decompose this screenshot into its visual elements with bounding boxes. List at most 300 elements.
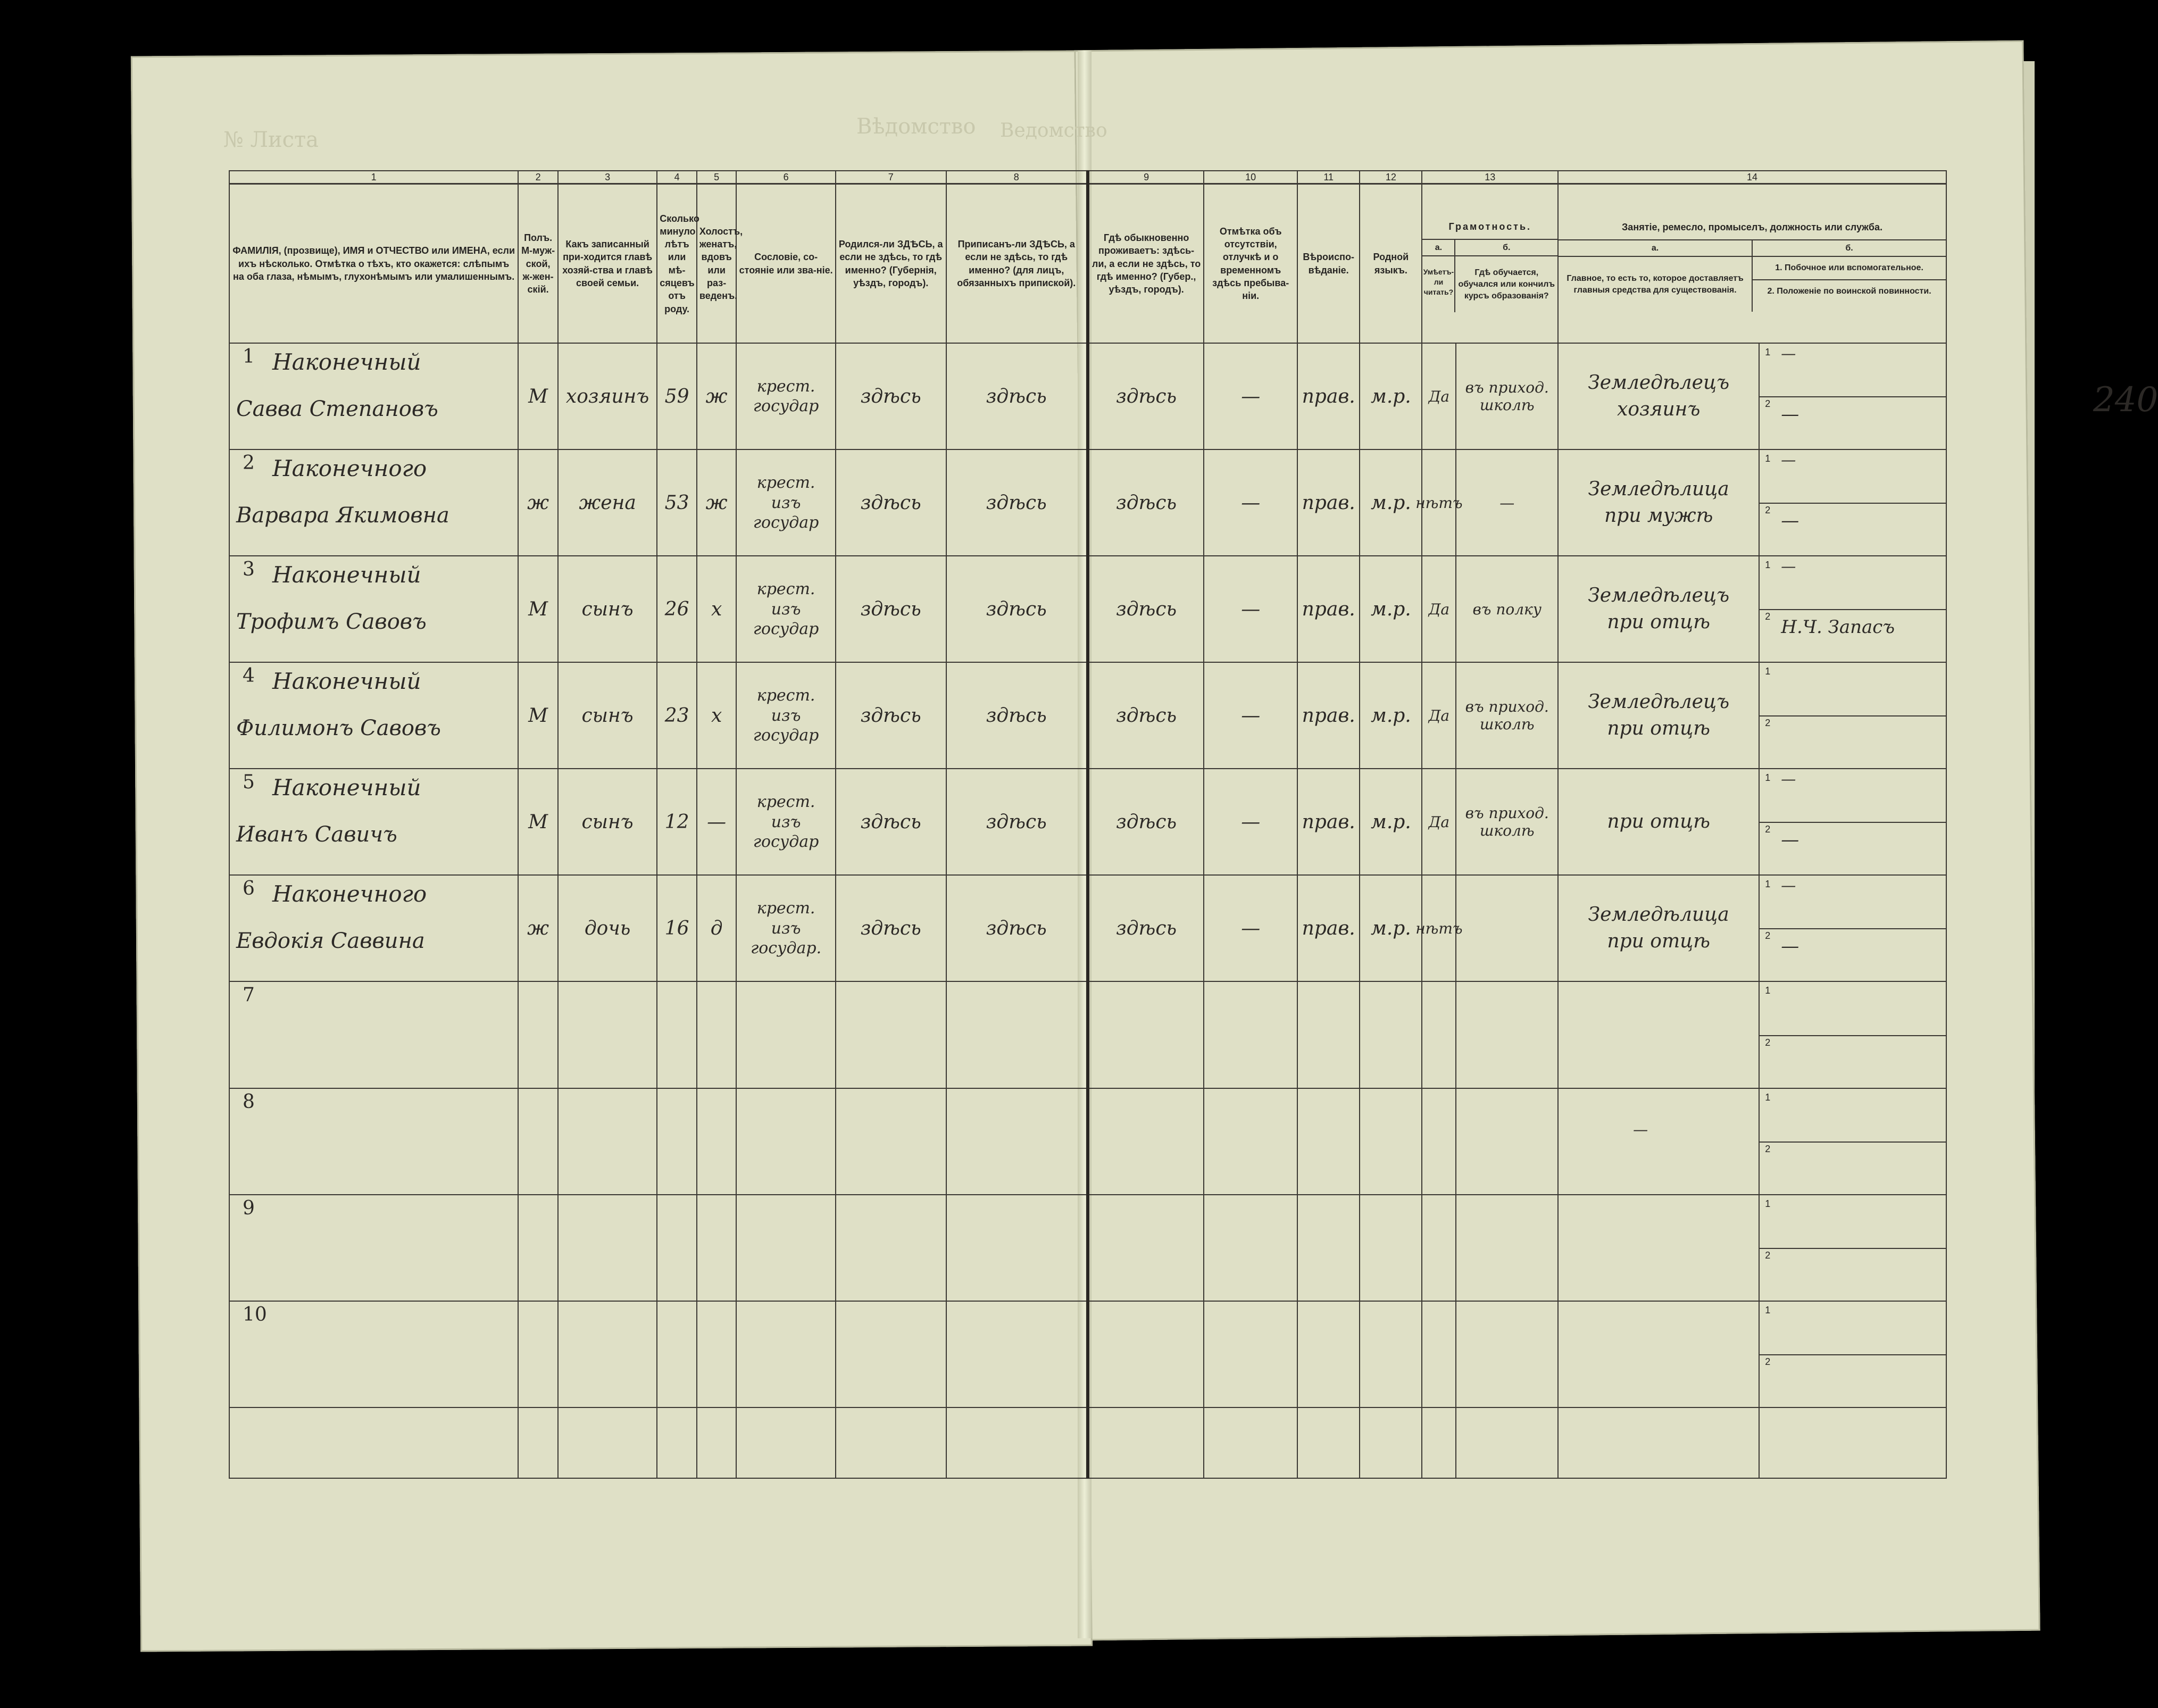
sub-label-1: 1 <box>1765 1198 1771 1209</box>
language-cell-wrap <box>1360 663 1421 768</box>
language-cell-text: м.р. <box>1370 704 1411 727</box>
reads-cell-wrap <box>1415 876 1463 981</box>
language-cell-text: м.р. <box>1370 598 1411 620</box>
given-names: Трофимъ Савовъ <box>236 610 427 635</box>
marital-cell-wrap <box>697 450 736 555</box>
surname: Наконечный <box>272 774 421 801</box>
absence-cell-text: — <box>1241 811 1261 833</box>
school-cell-wrap <box>1456 876 1557 981</box>
row-number: 2 <box>243 452 255 474</box>
registered-cell <box>946 875 1088 981</box>
registered-cell-text: здѣсь <box>986 491 1047 514</box>
blank-row <box>229 981 1946 1088</box>
absence-cell-wrap <box>1204 344 1297 449</box>
religion-cell-text: прав. <box>1302 811 1355 833</box>
relation-cell-text: сынъ <box>581 598 634 620</box>
registered-cell <box>946 662 1088 769</box>
sex-cell-wrap <box>519 876 557 981</box>
footer-cell <box>836 1407 946 1478</box>
born-cell <box>836 449 946 556</box>
lives-cell-text: здѣсь <box>1116 917 1177 939</box>
occupation-cell-text: Земледѣлица при мужѣ <box>1588 478 1729 527</box>
occupation-cell <box>1558 769 1759 875</box>
side-occupation: — <box>1781 770 1796 788</box>
col-num-9: 9 <box>1088 171 1204 184</box>
age-cell-text: 53 <box>664 491 689 514</box>
col-num-12: 12 <box>1360 171 1422 184</box>
estate-cell-text: крест. государ <box>753 377 819 416</box>
sex-cell-wrap <box>519 450 557 555</box>
age-cell <box>657 449 697 556</box>
school-cell <box>1456 343 1558 449</box>
empty-cell <box>1558 1301 1759 1407</box>
born-cell <box>836 556 946 662</box>
empty-cell <box>836 1301 946 1407</box>
footer-cell <box>697 1407 737 1478</box>
language-cell-text: м.р. <box>1370 491 1411 514</box>
lives-cell-text: здѣсь <box>1116 704 1177 727</box>
header-main-occupation: Главное, то есть то, которое доставляетъ главныя средства для существованія. <box>1559 257 1753 312</box>
empty-cell <box>1456 1301 1558 1407</box>
sub-divider <box>1760 503 1946 504</box>
relation-cell <box>558 662 657 769</box>
sex-cell-text: М <box>528 704 548 727</box>
empty-cell <box>1456 1088 1558 1195</box>
empty-cell <box>1204 981 1297 1088</box>
religion-cell-wrap <box>1298 769 1359 874</box>
empty-cell <box>657 1088 697 1195</box>
name-cell <box>229 662 518 769</box>
registered-cell <box>946 449 1088 556</box>
sub-label-2: 2 <box>1765 1037 1771 1048</box>
empty-cell <box>1297 1088 1360 1195</box>
footer-cell <box>1088 1407 1204 1478</box>
absence-cell <box>1204 875 1297 981</box>
absence-cell <box>1204 343 1297 449</box>
absence-cell-wrap <box>1204 876 1297 981</box>
footer-cell <box>736 1407 835 1478</box>
header-military: 2. Положеніе по воинской повинности. <box>1767 286 1931 296</box>
person-row <box>229 769 1946 875</box>
marital-cell <box>697 662 737 769</box>
header-reads-letter: а. <box>1422 240 1454 257</box>
language-cell-text: м.р. <box>1370 917 1411 939</box>
relation-cell <box>558 449 657 556</box>
school-cell-text: въ приход. школѣ <box>1465 698 1549 734</box>
occupation-cell-wrap <box>1559 344 1759 449</box>
reads-cell-wrap <box>1415 450 1463 555</box>
sub-divider <box>1760 715 1946 716</box>
reads-cell-wrap <box>1422 769 1455 874</box>
sub-label-1: 1 <box>1765 1304 1771 1315</box>
reads-cell-wrap <box>1422 663 1455 768</box>
empty-cell <box>657 1301 697 1407</box>
religion-cell-wrap <box>1298 344 1359 449</box>
sub-divider <box>1760 1142 1946 1143</box>
absence-cell-wrap <box>1204 450 1297 555</box>
lives-cell-wrap <box>1089 556 1203 662</box>
header-language: Родной языкъ. <box>1360 184 1422 344</box>
born-cell-wrap <box>836 556 946 662</box>
age-cell <box>657 769 697 875</box>
religion-cell <box>1297 343 1360 449</box>
side-occupation-cell <box>1759 556 1946 662</box>
lives-cell-text: здѣсь <box>1116 598 1177 620</box>
estate-cell <box>736 449 835 556</box>
side-occupation: — <box>1781 451 1796 469</box>
born-cell-wrap <box>836 450 946 555</box>
absence-cell-text: — <box>1241 385 1261 407</box>
row-number: 7 <box>243 984 255 1006</box>
name-cell <box>229 449 518 556</box>
side-occupation-cell <box>1759 769 1946 875</box>
registered-cell-text: здѣсь <box>986 917 1047 939</box>
sub-divider <box>1760 609 1946 610</box>
sex-cell-wrap <box>519 769 557 874</box>
row-number: 1 <box>243 346 255 368</box>
sub-label-2: 2 <box>1765 398 1771 410</box>
side-occupation-cell <box>1759 1088 1946 1195</box>
sub-label-1: 1 <box>1765 772 1771 784</box>
marital-cell-wrap <box>697 556 736 662</box>
name-cell <box>229 875 518 981</box>
name-cell <box>229 343 518 449</box>
born-cell-wrap <box>836 663 946 768</box>
occupation-cell-text: Земледѣлецъ при отцѣ <box>1588 584 1730 634</box>
language-cell <box>1360 343 1422 449</box>
header-absence: Отмѣтка объ отсутствіи, отлучкѣ и о временномъ здѣсь пребыва-ніи. <box>1204 184 1297 344</box>
registered-cell-text: здѣсь <box>986 598 1047 620</box>
empty-cell <box>1360 1301 1422 1407</box>
sub-divider <box>1760 928 1946 929</box>
occupation-cell-text: при отцѣ <box>1607 811 1710 833</box>
sex-cell-text: М <box>528 598 548 620</box>
header-relation: Какъ записанный при-ходится главѣ хозяй-ства и главѣ своей семьи. <box>558 184 657 344</box>
religion-cell <box>1297 769 1360 875</box>
header-estate: Сословіе, со-стояніе или зва-ніе. <box>736 184 835 344</box>
header-row <box>229 184 1946 344</box>
surname: Наконечного <box>272 881 427 907</box>
age-cell <box>657 875 697 981</box>
sex-cell-text: ж <box>527 491 549 514</box>
military-status: — <box>1781 510 1799 532</box>
age-cell-text: 16 <box>664 917 689 939</box>
marital-cell <box>697 769 737 875</box>
empty-cell <box>1297 1195 1360 1301</box>
language-cell-wrap <box>1360 344 1421 449</box>
header-side-occupation: 1. Побочное или вспомогательное. <box>1753 257 1946 280</box>
empty-cell <box>946 1301 1088 1407</box>
relation-cell-wrap <box>559 876 656 981</box>
absence-cell-text: — <box>1241 917 1261 939</box>
sub-divider <box>1760 396 1946 397</box>
empty-cell <box>1456 981 1558 1088</box>
surname: Наконечный <box>272 349 421 376</box>
person-row <box>229 343 1946 449</box>
empty-cell <box>1360 1195 1422 1301</box>
sub-label-2: 2 <box>1765 1143 1771 1154</box>
religion-cell-wrap <box>1298 876 1359 981</box>
language-cell-wrap <box>1360 450 1421 555</box>
language-cell-wrap <box>1360 556 1421 662</box>
reads-cell <box>1415 875 1463 981</box>
sex-cell-wrap <box>519 344 557 449</box>
marital-cell-text: — <box>707 811 727 833</box>
reads-cell-text: нѣтъ <box>1415 919 1463 937</box>
header-registered: Приписанъ-ли ЗДѢСЬ, а если не здѣсь, то гдѣ именно? (для лицъ, обязанныхъ припиской). <box>946 184 1088 344</box>
empty-cell <box>1360 981 1422 1088</box>
occupation-cell-wrap <box>1559 876 1759 981</box>
sub-label-2: 2 <box>1765 1249 1771 1261</box>
lives-cell-wrap <box>1089 769 1203 874</box>
sex-cell-text: М <box>528 811 548 833</box>
empty-cell <box>697 1195 737 1301</box>
relation-cell-text: жена <box>579 491 636 514</box>
sub-divider <box>1760 1035 1946 1036</box>
lives-cell <box>1088 556 1204 662</box>
school-cell-wrap <box>1456 556 1557 662</box>
lives-cell-wrap <box>1089 663 1203 768</box>
sex-cell <box>518 449 558 556</box>
age-cell-text: 23 <box>664 704 689 727</box>
header-born: Родился-ли ЗДѢСЬ, а если не здѣсь, то гдѣ именно? (Губернія, уѣздъ, городъ). <box>836 184 946 344</box>
empty-cell <box>558 981 657 1088</box>
name-cell <box>229 769 518 875</box>
estate-cell-wrap <box>737 876 835 981</box>
column-number-row <box>229 171 1946 184</box>
reads-cell <box>1422 662 1456 769</box>
sub-label-2: 2 <box>1765 930 1771 942</box>
absence-cell-wrap <box>1204 663 1297 768</box>
lives-cell-wrap <box>1089 344 1203 449</box>
language-cell <box>1360 662 1422 769</box>
given-names: Иванъ Савичъ <box>236 822 397 847</box>
census-form <box>229 170 2158 1479</box>
footer-cell <box>518 1407 558 1478</box>
age-cell-text: 26 <box>664 598 689 620</box>
footer-cell <box>1456 1407 1558 1478</box>
estate-cell-wrap <box>737 450 835 555</box>
empty-cell <box>836 1088 946 1195</box>
header-religion: Вѣроиспо-вѣданіе. <box>1297 184 1360 344</box>
language-cell <box>1360 556 1422 662</box>
sex-cell <box>518 343 558 449</box>
sex-cell <box>518 662 558 769</box>
language-cell-text: м.р. <box>1370 811 1411 833</box>
blank-row <box>229 1088 1946 1195</box>
extra-mark: — <box>1633 1120 1648 1138</box>
given-names: Евдокія Саввина <box>236 929 425 954</box>
sex-cell <box>518 769 558 875</box>
religion-cell-wrap <box>1298 450 1359 555</box>
absence-cell <box>1204 556 1297 662</box>
reads-cell-wrap <box>1422 344 1455 449</box>
col-num-4: 4 <box>657 171 697 184</box>
side-occupation-cell <box>1759 449 1946 556</box>
sex-cell-text: ж <box>527 917 549 939</box>
side-occupation-cell <box>1759 1301 1946 1407</box>
born-cell-text: здѣсь <box>860 704 921 727</box>
reads-cell-wrap <box>1422 556 1455 662</box>
header-age: Сколько минуло лѣтъ или мѣ-сяцевъ отъ роду. <box>657 184 697 344</box>
estate-cell <box>736 875 835 981</box>
religion-cell-text: прав. <box>1302 385 1355 407</box>
col-num-10: 10 <box>1204 171 1297 184</box>
religion-cell-wrap <box>1298 556 1359 662</box>
reads-cell-text: Да <box>1428 706 1450 724</box>
occupation-cell <box>1558 449 1759 556</box>
sub-label-1: 1 <box>1765 879 1771 890</box>
page-number: 240 <box>2093 380 2158 420</box>
sub-label-1: 1 <box>1765 666 1771 677</box>
age-cell-wrap <box>657 450 696 555</box>
age-cell <box>657 662 697 769</box>
lives-cell-text: здѣсь <box>1116 491 1177 514</box>
empty-cell <box>1558 1088 1759 1195</box>
row-number: 4 <box>243 665 255 687</box>
religion-cell <box>1297 449 1360 556</box>
age-cell-wrap <box>657 769 696 874</box>
empty-cell <box>518 1301 558 1407</box>
empty-cell <box>736 1301 835 1407</box>
occupation-cell-text: Земледѣлецъ при отцѣ <box>1588 691 1730 740</box>
empty-cell <box>1422 1195 1456 1301</box>
relation-cell-wrap <box>559 556 656 662</box>
header-sex: Полъ. М-муж-ской, ж-жен-скій. <box>518 184 558 344</box>
registered-cell <box>946 343 1088 449</box>
surname: Наконечный <box>272 562 421 588</box>
sub-label-1: 1 <box>1765 560 1771 571</box>
surname: Наконечного <box>272 455 427 482</box>
registered-cell-wrap <box>947 556 1086 662</box>
table-footer-row <box>229 1407 1946 1478</box>
empty-cell <box>1088 1088 1204 1195</box>
reads-cell <box>1422 343 1456 449</box>
religion-cell-text: прав. <box>1302 491 1355 514</box>
sex-cell-wrap <box>519 556 557 662</box>
age-cell-wrap <box>657 663 696 768</box>
empty-cell <box>836 981 946 1088</box>
estate-cell-text: крест. изъ государ. <box>751 899 822 958</box>
occupation-cell-wrap <box>1559 450 1759 555</box>
faint-show-through-right: Ведомство <box>1000 120 1107 141</box>
relation-cell <box>558 343 657 449</box>
language-cell <box>1360 449 1422 556</box>
col-num-8: 8 <box>946 171 1088 184</box>
lives-cell <box>1088 769 1204 875</box>
empty-cell <box>558 1088 657 1195</box>
estate-cell-wrap <box>737 663 835 768</box>
empty-cell <box>697 981 737 1088</box>
marital-cell <box>697 449 737 556</box>
footer-cell <box>1297 1407 1360 1478</box>
estate-cell <box>736 343 835 449</box>
relation-cell <box>558 875 657 981</box>
absence-cell <box>1204 449 1297 556</box>
person-row <box>229 556 1946 662</box>
empty-cell <box>736 981 835 1088</box>
school-cell <box>1456 556 1558 662</box>
sub-label-2: 2 <box>1765 611 1771 622</box>
col-num-2: 2 <box>518 171 558 184</box>
header-reads: Умѣетъ-ли читать? <box>1423 268 1454 297</box>
school-cell <box>1456 449 1558 556</box>
military-status: Н.Ч. Запасъ <box>1781 616 1895 638</box>
sub-label-1: 1 <box>1765 985 1771 996</box>
empty-cell <box>1456 1195 1558 1301</box>
relation-cell-wrap <box>559 663 656 768</box>
estate-cell-text: крест. изъ государ <box>753 686 819 745</box>
footer-cell <box>1422 1407 1456 1478</box>
sex-cell <box>518 875 558 981</box>
empty-cell <box>697 1301 737 1407</box>
given-names: Савва Степановъ <box>236 397 438 422</box>
lives-cell <box>1088 875 1204 981</box>
sub-label-1: 1 <box>1765 347 1771 358</box>
religion-cell <box>1297 556 1360 662</box>
absence-cell <box>1204 769 1297 875</box>
registered-cell-text: здѣсь <box>986 385 1047 407</box>
religion-cell-wrap <box>1298 663 1359 768</box>
school-cell-text: въ приход. школѣ <box>1465 379 1549 414</box>
header-main-occupation-letter: а. <box>1651 243 1659 253</box>
born-cell-text: здѣсь <box>860 598 921 620</box>
age-cell-text: 12 <box>664 811 689 833</box>
sub-label-2: 2 <box>1765 505 1771 516</box>
reads-cell-text: Да <box>1428 387 1450 405</box>
religion-cell-text: прав. <box>1302 704 1355 727</box>
side-occupation: — <box>1781 877 1796 895</box>
row-number: 9 <box>243 1197 255 1219</box>
school-cell <box>1456 875 1558 981</box>
language-cell-text: м.р. <box>1370 385 1411 407</box>
age-cell <box>657 556 697 662</box>
marital-cell <box>697 875 737 981</box>
empty-cell <box>518 981 558 1088</box>
empty-cell <box>1360 1088 1422 1195</box>
relation-cell <box>558 769 657 875</box>
empty-cell <box>1088 1195 1204 1301</box>
occupation-cell-text: Земледѣлецъ хозяинъ <box>1588 371 1730 421</box>
marital-cell-wrap <box>697 769 736 874</box>
religion-cell <box>1297 875 1360 981</box>
given-names: Филимонъ Савовъ <box>236 716 441 741</box>
sub-label-1: 1 <box>1765 1092 1771 1103</box>
reads-cell-text: Да <box>1428 813 1450 831</box>
absence-cell-text: — <box>1241 704 1261 727</box>
header-lives: Гдѣ обыкновенно проживаетъ: здѣсь-ли, а если не здѣсь, то гдѣ именно? (Губер., уѣздъ, городъ). <box>1088 184 1204 344</box>
relation-cell-text: дочь <box>584 917 631 939</box>
faint-show-through-left: № Листа <box>223 128 319 152</box>
blank-row <box>229 1195 1946 1301</box>
estate-cell-text: крест. изъ государ <box>753 793 819 852</box>
military-status: — <box>1781 936 1799 957</box>
marital-cell-wrap <box>697 663 736 768</box>
estate-cell-wrap <box>737 556 835 662</box>
estate-cell <box>736 662 835 769</box>
occupation-cell <box>1558 662 1759 769</box>
school-cell <box>1456 662 1558 769</box>
sex-cell-text: М <box>528 385 548 407</box>
empty-cell <box>1297 981 1360 1088</box>
registered-cell-text: здѣсь <box>986 811 1047 833</box>
estate-cell-wrap <box>737 344 835 449</box>
sub-divider <box>1760 1248 1946 1249</box>
header-occupation <box>1558 184 1946 344</box>
military-status: — <box>1781 829 1799 851</box>
side-occupation-cell <box>1759 662 1946 769</box>
absence-cell-text: — <box>1241 598 1261 620</box>
